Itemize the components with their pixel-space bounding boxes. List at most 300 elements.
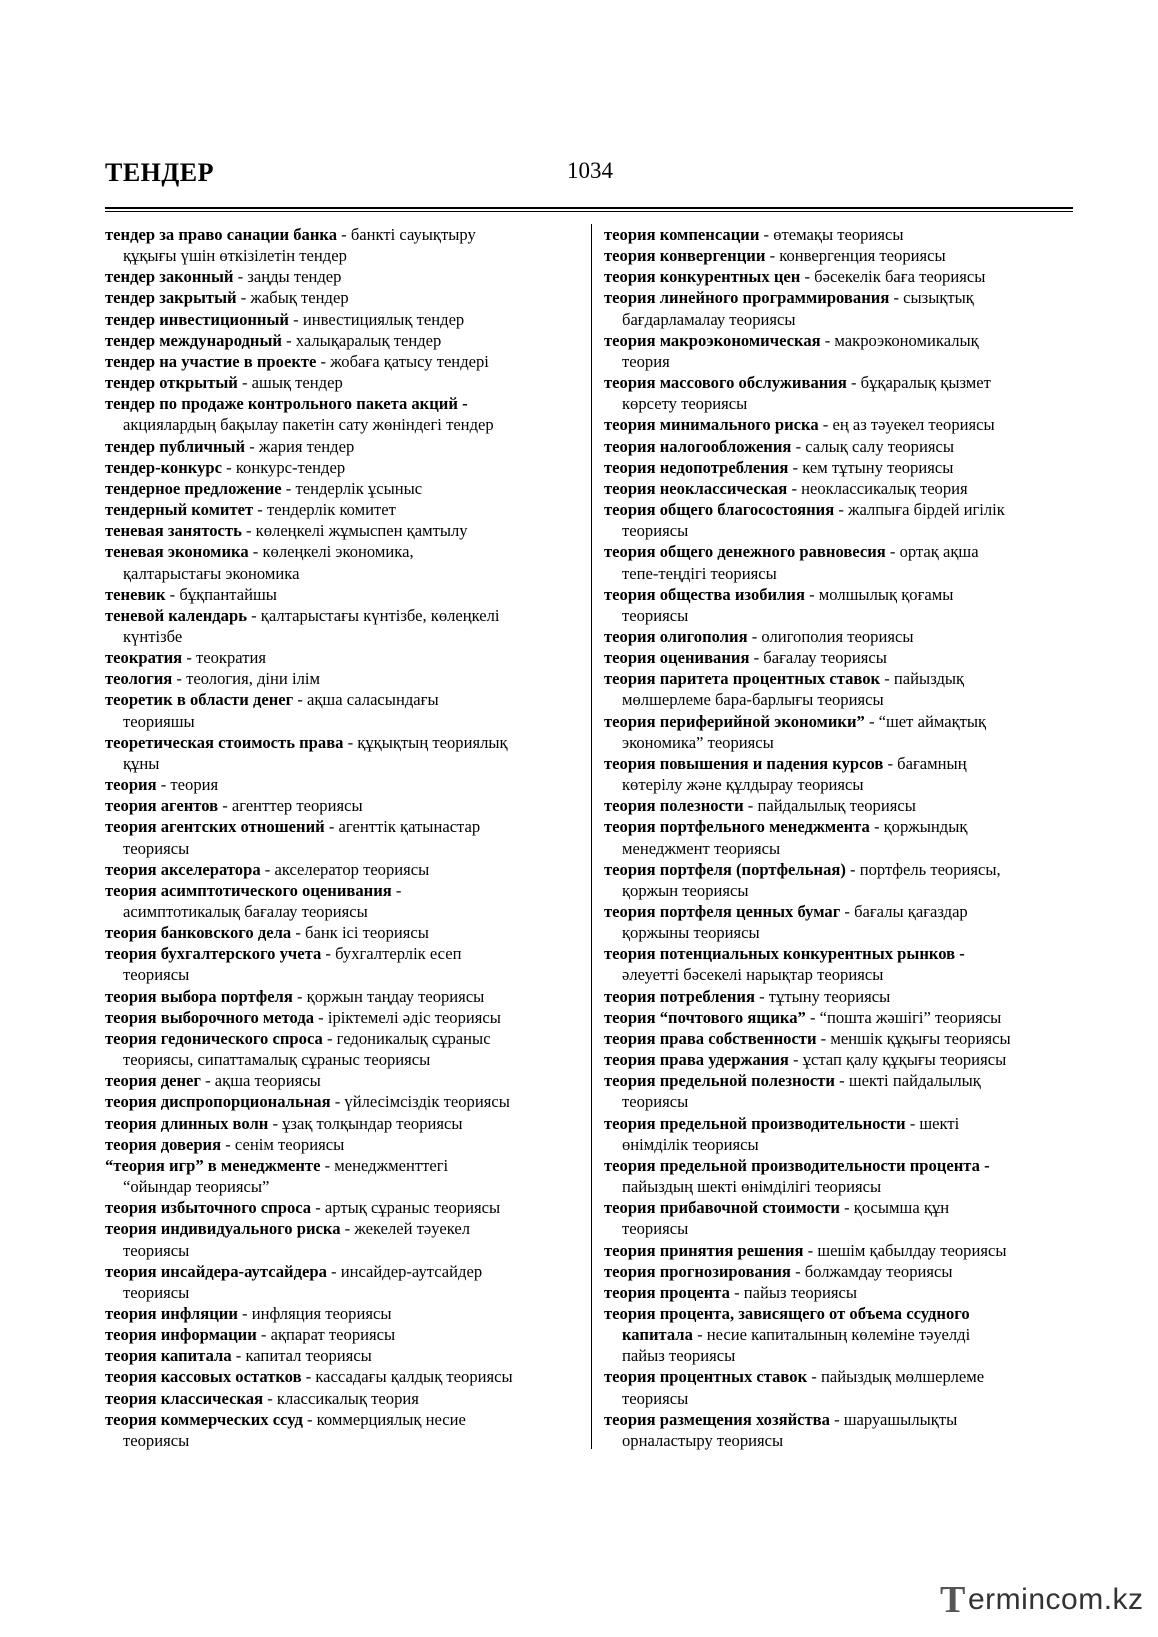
dictionary-entry xyxy=(604,626,1080,647)
entry-definition: - конкурс-тендер xyxy=(222,457,346,477)
entry-line xyxy=(105,330,585,351)
watermark-logo xyxy=(940,1578,1150,1622)
entry-line xyxy=(105,1366,585,1387)
dictionary-entry xyxy=(604,287,1080,329)
entry-line xyxy=(105,1282,585,1303)
column-divider xyxy=(591,224,592,1449)
entry-line xyxy=(105,774,585,795)
entry-line xyxy=(105,1070,585,1091)
dictionary-entry xyxy=(105,774,585,795)
entry-definition: - заңды тендер xyxy=(233,267,342,287)
dictionary-entry xyxy=(604,1070,1080,1112)
entry-line xyxy=(604,1366,1080,1387)
dictionary-entry xyxy=(604,584,1080,626)
entry-line xyxy=(105,1197,585,1218)
entry-definition: - менеджменттегі xyxy=(320,1155,449,1175)
dictionary-entry xyxy=(105,689,585,731)
entry-definition: пайыздың шекті өнімділігі теориясы xyxy=(622,1177,882,1197)
entry-term: теория конвергенции xyxy=(604,246,766,266)
entry-line xyxy=(105,478,585,499)
dictionary-entry xyxy=(105,436,585,457)
dictionary-entry xyxy=(105,1134,585,1155)
entry-term: капитала xyxy=(622,1325,693,1345)
entry-definition: - классикалық теория xyxy=(263,1388,419,1408)
entry-definition: - олигополия теориясы xyxy=(747,626,914,646)
dictionary-entry xyxy=(105,541,585,583)
dictionary-entry xyxy=(604,478,1080,499)
dictionary-entry xyxy=(604,795,1080,816)
entry-definition: - конвергенция теориясы xyxy=(765,246,946,266)
entry-definition: - “шет аймақтық xyxy=(864,711,987,731)
entry-term: теневая занятость xyxy=(105,521,242,541)
entry-definition: - бағалау теориясы xyxy=(749,648,887,668)
entry-term: тендер инвестиционный xyxy=(105,309,289,329)
entry-line xyxy=(604,668,1080,689)
entry-line xyxy=(105,605,585,626)
entry-definition: - инфляция теориясы xyxy=(237,1303,392,1323)
entry-line xyxy=(604,584,1080,605)
entry-line xyxy=(105,1007,585,1028)
entry-definition: - қалтарыстағы күнтізбе, көлеңкелі xyxy=(246,605,500,625)
entry-line xyxy=(604,1345,1080,1366)
entry-definition: теория xyxy=(622,351,670,371)
entry-term: теория прогнозирования xyxy=(604,1261,791,1281)
dictionary-entry xyxy=(105,1261,585,1303)
entry-definition: - пайыздық xyxy=(880,669,965,689)
entry-line xyxy=(604,1049,1080,1070)
entry-line xyxy=(604,541,1080,562)
entry-line xyxy=(105,393,585,414)
entry-term: теория налогообложения xyxy=(604,436,792,456)
entry-term: теория массового обслуживания xyxy=(604,373,847,393)
header-rule xyxy=(105,207,1073,209)
entry-definition: - пайыздық мөлшерлеме xyxy=(807,1367,985,1387)
entry-definition: қалтарыстағы экономика xyxy=(123,563,300,583)
entry-line xyxy=(604,1240,1080,1261)
entry-definition: акциялардың бақылау пакетін сату жөніндегі тендер xyxy=(123,415,494,435)
dictionary-entry xyxy=(105,816,585,858)
entry-definition: - іріктемелі әдіс теориясы xyxy=(314,1007,501,1027)
entry-line xyxy=(604,711,1080,732)
entry-term: теория неоклассическая xyxy=(604,478,788,498)
entry-line xyxy=(604,245,1080,266)
dictionary-entry xyxy=(105,1409,585,1451)
dictionary-entry xyxy=(604,943,1080,985)
dictionary-entry xyxy=(105,732,585,774)
entry-definition: қоржыны теориясы xyxy=(622,923,760,943)
dictionary-entry xyxy=(604,1409,1080,1451)
entry-definition: - ақша теориясы xyxy=(200,1071,321,1091)
dictionary-entry xyxy=(105,1091,585,1112)
entry-term: теократия xyxy=(105,648,183,668)
entry-term: теория длинных волн xyxy=(105,1113,269,1133)
dictionary-entry xyxy=(604,1028,1080,1049)
entry-definition: - қоржын таңдау теориясы xyxy=(292,986,485,1006)
entry-line xyxy=(105,647,585,668)
entry-line xyxy=(105,287,585,308)
dictionary-entry xyxy=(604,224,1080,245)
entry-term: теория предельной полезности xyxy=(604,1071,835,1091)
entry-term: “теория игр” в менеджменте xyxy=(105,1155,321,1175)
dictionary-entry xyxy=(604,816,1080,858)
entry-term: теория компенсации xyxy=(604,225,760,244)
dictionary-entry xyxy=(105,986,585,1007)
entry-term: тендерное предложение xyxy=(105,478,282,498)
entry-definition: - макроэкономикалық xyxy=(820,330,979,350)
entry-definition: теориясы xyxy=(622,1388,689,1408)
entry-definition: - бағалы қағаздар xyxy=(840,902,968,921)
entry-line xyxy=(604,647,1080,668)
entry-term: теория паритета процентных ставок xyxy=(604,669,881,689)
entry-term: теория коммерческих ссуд xyxy=(105,1409,303,1429)
entry-line xyxy=(105,1155,585,1176)
entry-term: теория права удержания xyxy=(604,1050,789,1070)
entry-definition: - көлеңкелі экономика, xyxy=(248,542,414,562)
entry-definition: - инвестициялық тендер xyxy=(289,309,465,329)
entry-line xyxy=(105,584,585,605)
entry-line xyxy=(105,689,585,710)
entry-definition: теориясы xyxy=(123,1430,190,1450)
entry-definition: - теология, діни ілім xyxy=(172,669,320,689)
entry-term: теория процента, зависящего от объема ссудного xyxy=(604,1303,970,1323)
entry-term: тендер открытый xyxy=(105,373,238,393)
entry-definition: көрсету теориясы xyxy=(622,394,748,414)
entry-line xyxy=(604,1113,1080,1134)
dictionary-entry xyxy=(604,330,1080,372)
entry-definition: - тендерлік ұсыныс xyxy=(281,478,423,498)
entry-definition: - гедоникалық сұраныс xyxy=(322,1028,491,1048)
entry-term: теория агентских отношений xyxy=(105,817,325,837)
entry-term: тендер законный xyxy=(105,267,234,287)
entry-definition: - ең аз тәуекел теориясы xyxy=(818,415,995,435)
entry-line xyxy=(604,309,1080,330)
entry-line xyxy=(105,668,585,689)
entry-line xyxy=(105,922,585,943)
entry-line xyxy=(604,266,1080,287)
entry-definition: - бухгалтерлік есеп xyxy=(321,944,462,964)
dictionary-entry xyxy=(105,351,585,372)
entry-term: теоретическая стоимость права xyxy=(105,732,344,752)
entry-term: теория конкурентных цен xyxy=(604,267,801,287)
entry-term: теория гедонического спроса xyxy=(105,1028,323,1048)
entry-definition: - жекелей тәуекел xyxy=(340,1219,470,1239)
entry-definition: - капитал теориясы xyxy=(231,1346,372,1366)
entry-line xyxy=(604,1282,1080,1303)
dictionary-entry xyxy=(604,499,1080,541)
dictionary-entry xyxy=(105,287,585,308)
entry-line xyxy=(604,1070,1080,1091)
entry-definition: теориясы xyxy=(123,838,190,858)
entry-definition: - теория xyxy=(156,775,219,795)
entry-line xyxy=(604,224,1080,245)
entry-term: теория классическая xyxy=(105,1388,264,1408)
entry-definition: менеджмент теориясы xyxy=(622,838,781,858)
entry-line xyxy=(105,732,585,753)
dictionary-entry xyxy=(604,1155,1080,1197)
entry-line xyxy=(105,372,585,393)
entry-line xyxy=(105,1303,585,1324)
page-header xyxy=(105,158,1073,198)
dictionary-entry xyxy=(105,1113,585,1134)
dictionary-entry xyxy=(105,520,585,541)
entry-term: теория выбора портфеля xyxy=(105,986,293,1006)
entry-term: теория права собственности xyxy=(604,1028,817,1048)
entry-line xyxy=(105,266,585,287)
dictionary-entry xyxy=(604,859,1080,901)
entry-line xyxy=(604,478,1080,499)
entry-term: теория выборочного метода xyxy=(105,1007,315,1027)
entry-term: теория олигополия xyxy=(604,626,748,646)
entry-line xyxy=(105,224,585,245)
entry-term: теневик xyxy=(105,584,166,604)
entry-definition: - шаруашылықты xyxy=(829,1409,958,1429)
entry-line xyxy=(105,457,585,478)
entry-definition: - тендерлік комитет xyxy=(253,500,396,520)
entry-term: теология xyxy=(105,669,173,689)
entry-definition: бағдарламалау теориясы xyxy=(622,309,796,329)
entry-definition: пайыз теориясы xyxy=(622,1346,736,1366)
entry-definition: - пайыз теориясы xyxy=(729,1282,857,1302)
dictionary-entry xyxy=(105,309,585,330)
entry-definition: - ұстап қалу құқығы теориясы xyxy=(788,1050,1007,1070)
entry-term: теория общего денежного равновесия xyxy=(604,542,886,562)
entry-definition: теориясы xyxy=(622,605,689,625)
entry-line xyxy=(105,1261,585,1282)
entry-definition: теориясы xyxy=(123,1240,190,1260)
entry-term: теория предельной производительности процента - xyxy=(604,1155,990,1175)
entry-line xyxy=(105,1345,585,1366)
entry-definition: - неоклассикалық теория xyxy=(787,478,968,498)
entry-definition: тепе-теңдігі теориясы xyxy=(622,563,777,583)
entry-term: теория прибавочной стоимости xyxy=(604,1198,840,1218)
dictionary-entry xyxy=(604,1303,1080,1366)
entry-line xyxy=(105,520,585,541)
entry-definition: теориясы, сипаттамалық сұраныс теориясы xyxy=(123,1050,431,1070)
entry-definition: - ашық тендер xyxy=(237,373,343,393)
dictionary-entry xyxy=(105,1007,585,1028)
entry-term: теория инфляции xyxy=(105,1303,238,1323)
dictionary-entry xyxy=(105,330,585,351)
dictionary-entry xyxy=(105,795,585,816)
entry-definition: - агенттік қатынастар xyxy=(324,817,481,837)
entry-line xyxy=(604,1134,1080,1155)
entry-term: теория принятия решения xyxy=(604,1240,804,1260)
entry-term: теория общества изобилия xyxy=(604,584,805,604)
entry-term: теория полезности xyxy=(604,796,744,816)
entry-definition: өнімділік теориясы xyxy=(622,1134,759,1154)
entry-term: теневая экономика xyxy=(105,542,249,562)
dictionary-entry xyxy=(105,880,585,922)
entry-term: теория процентных ставок xyxy=(604,1367,808,1387)
entry-definition: - xyxy=(391,880,402,900)
entry-line xyxy=(604,1176,1080,1197)
entry-term: теория информации xyxy=(105,1325,257,1345)
entry-line xyxy=(105,499,585,520)
entry-definition: - меншік құқығы теориясы xyxy=(816,1028,1011,1048)
entry-term: теория портфеля ценных бумаг xyxy=(604,902,841,921)
dictionary-entry xyxy=(604,1282,1080,1303)
entry-definition: - шешім қабылдау теориясы xyxy=(803,1240,1007,1260)
dictionary-entry xyxy=(105,859,585,880)
entry-line xyxy=(105,245,585,266)
dictionary-entry xyxy=(105,943,585,985)
right-column xyxy=(604,224,1080,1451)
entry-line xyxy=(105,1409,585,1430)
entry-line xyxy=(604,753,1080,774)
entry-definition: құны xyxy=(123,753,160,773)
entry-term: теория капитала xyxy=(105,1346,232,1366)
dictionary-entry xyxy=(105,647,585,668)
entry-term: теория инсайдера-аутсайдера xyxy=(105,1261,327,1281)
entry-line xyxy=(604,689,1080,710)
entry-definition: - бұқпантайшы xyxy=(165,584,277,604)
entry-term: теория недопотребления xyxy=(604,457,789,477)
watermark-text: ermincom.kz xyxy=(968,1583,1144,1616)
entry-term: теория диспропорциональная xyxy=(105,1092,331,1112)
entry-line xyxy=(105,563,585,584)
dictionary-entry xyxy=(604,1049,1080,1070)
entry-definition: асимптотикалық бағалау теориясы xyxy=(123,902,368,921)
entry-term: теория “почтового ящика” xyxy=(604,1007,806,1027)
entry-definition: - жабық тендер xyxy=(236,288,349,308)
dictionary-entry xyxy=(604,1197,1080,1239)
entry-line xyxy=(604,499,1080,520)
entry-definition: - кассадағы қалдық теориясы xyxy=(301,1367,513,1387)
entry-definition: күнтізбе xyxy=(123,626,183,646)
entry-term: теория акселератора xyxy=(105,859,261,879)
entry-definition: - портфель теориясы, xyxy=(845,859,1001,879)
dictionary-entry xyxy=(105,1218,585,1260)
dictionary-entry xyxy=(105,1070,585,1091)
entry-definition: - жалпыға бірдей игілік xyxy=(834,500,1005,520)
entry-line xyxy=(105,414,585,435)
entry-line xyxy=(604,859,1080,880)
entry-line xyxy=(105,309,585,330)
entry-term: теория доверия xyxy=(105,1134,222,1154)
entry-line xyxy=(105,1091,585,1112)
entry-term: теория потребления xyxy=(604,986,755,1006)
dictionary-entry xyxy=(604,753,1080,795)
entry-definition: - бұқаралық қызмет xyxy=(846,373,991,393)
entry-line xyxy=(105,1028,585,1049)
watermark-t: T xyxy=(940,1579,966,1621)
entry-line xyxy=(604,732,1080,753)
dictionary-entry xyxy=(604,372,1080,414)
entry-definition: әлеуетті бәсекелі нарықтар теориясы xyxy=(622,965,884,985)
entry-line xyxy=(604,520,1080,541)
dictionary-entry xyxy=(604,1113,1080,1155)
entry-term: теория размещения хозяйства xyxy=(604,1409,830,1429)
entry-definition: - теократия xyxy=(182,648,266,668)
entry-definition: - молшылық қоғамы xyxy=(804,584,954,604)
entry-line xyxy=(604,414,1080,435)
entry-line xyxy=(604,986,1080,1007)
entry-line xyxy=(604,943,1080,964)
entry-definition: - халықаралық тендер xyxy=(281,330,442,350)
entry-term: теория линейного программирования xyxy=(604,288,890,308)
entry-line xyxy=(105,816,585,837)
entry-term: теория индивидуального риска xyxy=(105,1219,341,1239)
entry-definition: - өтемақы теориясы xyxy=(759,225,904,244)
entry-term: теория асимптотического оценивания xyxy=(105,880,392,900)
entry-line xyxy=(604,1388,1080,1409)
entry-term: теория процента xyxy=(604,1282,730,1302)
entry-definition: - ақпарат теориясы xyxy=(256,1325,396,1345)
dictionary-entry xyxy=(604,711,1080,753)
dictionary-entry xyxy=(604,1007,1080,1028)
entry-term: теория xyxy=(105,775,157,795)
entry-line xyxy=(105,436,585,457)
entry-definition: - үйлесімсіздік теориясы xyxy=(330,1092,510,1112)
entry-line xyxy=(604,964,1080,985)
dictionary-entry xyxy=(604,1240,1080,1261)
entry-definition: - жария тендер xyxy=(245,436,355,456)
dictionary-entry xyxy=(105,1303,585,1324)
dictionary-entry xyxy=(604,245,1080,266)
entry-line xyxy=(105,351,585,372)
entry-definition: - болжамдау теориясы xyxy=(790,1261,953,1281)
entry-definition: орналастыру теориясы xyxy=(622,1430,784,1450)
dictionary-entry xyxy=(105,478,585,499)
entry-definition: қоржын теориясы xyxy=(622,880,749,900)
entry-definition: - бағамның xyxy=(883,753,967,773)
entry-definition: - жобаға қатысу тендері xyxy=(316,351,489,371)
dictionary-entry xyxy=(604,901,1080,943)
entry-line xyxy=(105,943,585,964)
entry-line xyxy=(604,436,1080,457)
entry-line xyxy=(105,1218,585,1239)
entry-line xyxy=(105,964,585,985)
entry-term: теория бухгалтерского учета xyxy=(105,944,322,964)
entry-line xyxy=(105,901,585,922)
entry-line xyxy=(604,563,1080,584)
entry-term: тендер-конкурс xyxy=(105,457,223,477)
entry-definition: - сенім теориясы xyxy=(221,1134,345,1154)
entry-definition: - ақша саласындағы xyxy=(293,690,439,710)
dictionary-entry xyxy=(604,668,1080,710)
dictionary-entry xyxy=(105,1324,585,1345)
entry-definition: көтерілу және құлдырау теориясы xyxy=(622,775,864,795)
entry-line xyxy=(604,1007,1080,1028)
entry-definition: - шекті пайдалылық xyxy=(835,1071,981,1091)
entry-line xyxy=(105,1113,585,1134)
dictionary-entry xyxy=(105,372,585,393)
entry-definition: - несие капиталының көлеміне тәуелді xyxy=(692,1325,971,1345)
entry-definition: - құқықтың теориялық xyxy=(343,732,508,752)
entry-term: тендерный комитет xyxy=(105,500,254,520)
entry-line xyxy=(604,901,1080,922)
entry-line xyxy=(604,626,1080,647)
entry-line xyxy=(604,1218,1080,1239)
entry-line xyxy=(604,1028,1080,1049)
header-rule-thin xyxy=(105,211,1073,212)
entry-definition: мөлшерлеме бара-барлығы теориясы xyxy=(622,690,884,710)
entry-term: теория банковского дела xyxy=(105,923,292,943)
entry-definition: - ортақ ақша xyxy=(885,542,979,562)
entry-term: теория потенциальных конкурентных рынков - xyxy=(604,944,965,964)
entry-line xyxy=(105,753,585,774)
entry-definition: - акселератор теориясы xyxy=(260,859,430,879)
dictionary-entry xyxy=(105,1197,585,1218)
entry-line xyxy=(105,1134,585,1155)
entry-line xyxy=(105,1240,585,1261)
entry-term: тендер публичный xyxy=(105,436,246,456)
entry-definition: “ойындар теориясы” xyxy=(123,1177,270,1197)
entry-line xyxy=(604,880,1080,901)
entry-line xyxy=(604,816,1080,837)
entry-definition: - пайдалылық теориясы xyxy=(743,796,916,816)
entry-line xyxy=(604,351,1080,372)
